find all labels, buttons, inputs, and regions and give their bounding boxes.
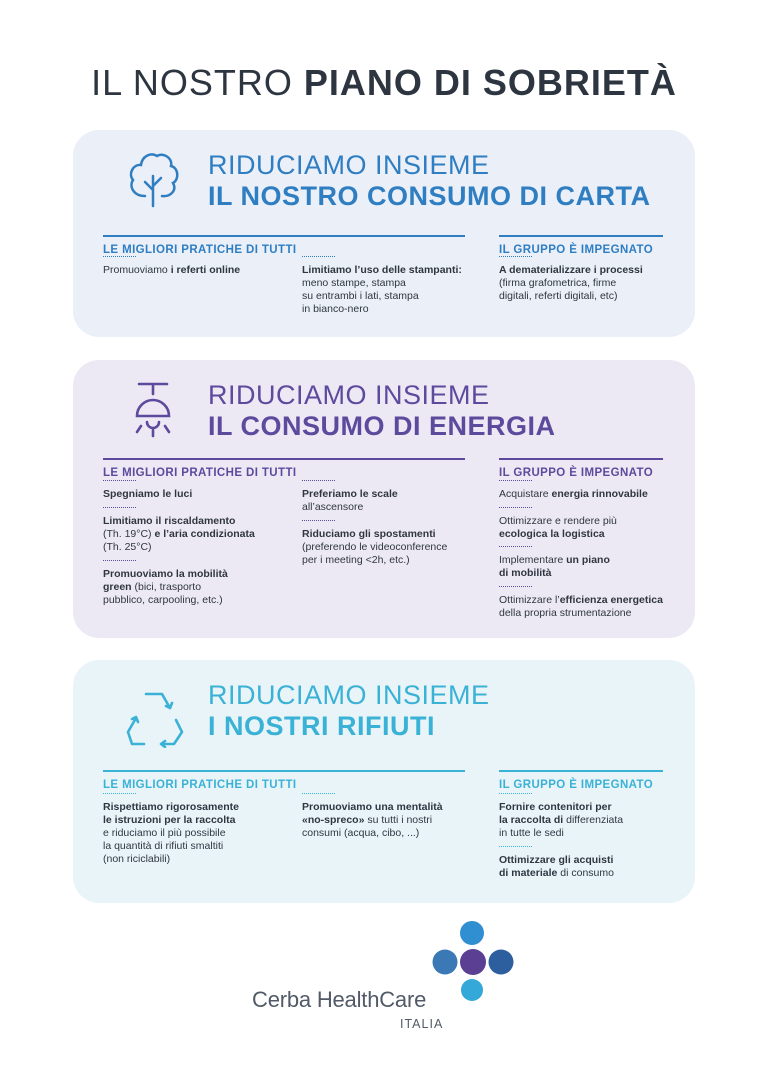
list-item: Rispettiamo rigorosamente le istruzioni per la raccolta e riduciamo il più possibile la quantità di rifiuti smaltiti (non riciclabili) [103,793,239,866]
best-practices-heading: LE MIGLIORI PRATICHE DI TUTTI [103,458,465,479]
group-committed-heading: IL GRUPPO È IMPEGNATO [499,770,663,791]
section-energy [73,360,695,638]
best-practices-heading: LE MIGLIORI PRATICHE DI TUTTI [103,770,465,791]
ceiling-lamp-icon [125,380,181,442]
tree-icon [125,150,181,212]
page-title: IL NOSTRO PIANO DI SOBRIETÀ [91,62,677,103]
list-item: A dematerializzare i processi (firma grafometrica, firme digitali, referti digitali, etc) [499,256,643,303]
list-item: Limitiamo l’uso delle stampanti: meno stampe, stampa su entrambi i lati, stampa in bianco-nero [302,256,462,316]
list-item: Implementare un piano di mobilità [499,546,610,580]
section-heading: RIDUCIAMO INSIEME I NOSTRI RIFIUTI [208,680,490,741]
list-item: Riduciamo gli spostamenti (preferendo le videoconference per i meeting <2h, etc.) [302,520,447,567]
best-practices-heading: LE MIGLIORI PRATICHE DI TUTTI [103,235,465,256]
list-item: Fornire contenitori per la raccolta di differenziata in tutte le sedi [499,793,623,840]
list-item: Spegniamo le luci [103,480,192,501]
list-item: Promuoviamo la mobilità green (bici, trasporto pubblico, carpooling, etc.) [103,560,228,607]
group-committed-heading: IL GRUPPO È IMPEGNATO [499,235,663,256]
recycle-icon [123,686,185,748]
list-item: Ottimizzare l’efficienza energetica della propria strumentazione [499,586,663,620]
list-item: Acquistare energia rinnovabile [499,480,648,501]
section-waste [73,660,695,903]
brand-name: Cerba HealthCare [252,987,427,1012]
section-paper [73,130,695,337]
section-heading: RIDUCIAMO INSIEME IL NOSTRO CONSUMO DI CARTA [208,150,651,211]
list-item: Ottimizzare e rendere più ecologica la logistica [499,507,617,541]
list-item: Limitiamo il riscaldamento (Th. 19°C) e l’aria condizionata (Th. 25°C) [103,507,255,554]
list-item: Preferiamo le scale all’ascensore [302,480,398,514]
list-item: Promuoviamo una mentalità «no-spreco» su tutti i nostri consumi (acqua, cibo, ...) [302,793,443,840]
brand-country: ITALIA [400,1017,444,1031]
section-heading: RIDUCIAMO INSIEME IL CONSUMO DI ENERGIA [208,380,556,441]
list-item: Promuoviamo i referti online [103,256,240,277]
list-item: Ottimizzare gli acquisti di materiale di consumo [499,846,614,880]
group-committed-heading: IL GRUPPO È IMPEGNATO [499,458,663,479]
brand-logo-icon [252,918,532,1038]
